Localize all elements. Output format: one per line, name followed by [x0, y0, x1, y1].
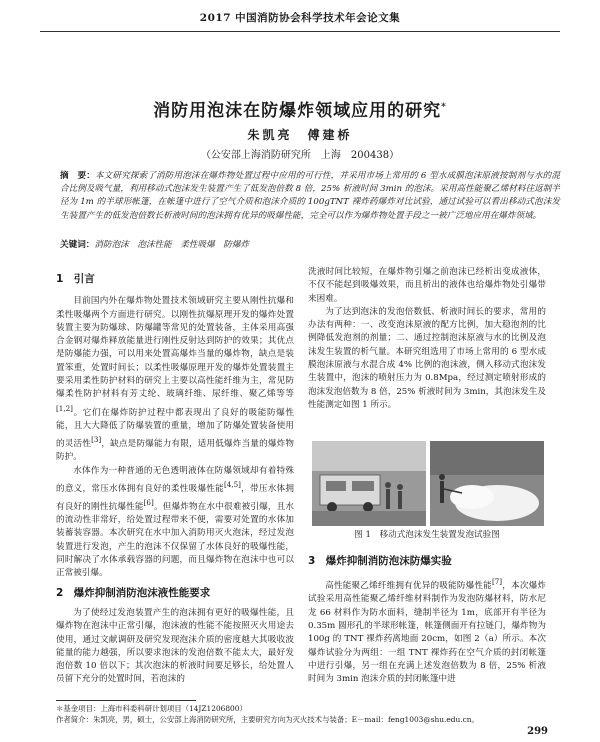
figure-1-image: [312, 441, 544, 526]
s3-p1-text: 高性能聚乙烯纤维拥有优异的吸能防爆性能: [325, 581, 492, 592]
section-1-paragraph-1: [56, 295, 294, 464]
abstract-label: 摘 要：: [60, 171, 95, 181]
figure-1-caption: 图 1 移动式泡沫发生装置发泡试验图: [354, 530, 500, 540]
page-number: 299: [527, 726, 548, 737]
section-2-heading: 2 爆炸抑制消防泡沫液性能要求: [56, 586, 211, 599]
section-1-paragraph-2: [56, 465, 294, 581]
s3-p1b-text: ，本次爆炸试验采用高性能聚乙烯纤维材料制作为发泡防爆材料，防水尼龙 66 材料作为防水面料，缝制半径为 1m，底部开有半径为 0.35m 圆形孔的半球形帐篷，帐篷侧面开有拉链门，爆炸物为 100g 的 TNT 裸炸药离地面 20cm，如图 2（a）所示。本次爆炸试验分为两组：一组 TNT 裸炸药在空气介质的封闭帐篷中进行引爆，另一组在充满上述发泡倍数为 8 倍，25% 析液时间为 3min 泡沫介质的封闭帐篷中进: [308, 581, 546, 685]
citation: [4,5]: [223, 479, 241, 489]
abstract: [60, 170, 560, 223]
citation: [6]: [143, 498, 154, 508]
s1-p1b-text: 。它们在爆炸防护过程中都表现出了良好的吸能防爆性能，且大大降低了防爆装置的重量，增加了防爆处置装备使用的灵活性: [56, 407, 294, 449]
title-footnote-mark: *: [441, 102, 447, 113]
section-2-paragraph-1: 为了使经过发泡装置产生的泡沫拥有更好的吸爆性能，且爆炸物在泡沫中正常引爆，泡沫液的性能不能按照灭火用途去使用，通过文献调研及研究发现泡沫介质的密度越大其吸收波能量的能力越强，所以要求泡沫的发泡倍数不能太大，最好发泡倍数 10 倍以下；其次泡沫的析液时间要足够长，给处置人员留下充分的处置时间，若泡沫的: [56, 607, 294, 685]
section-3-heading: 3 爆炸抑制消防泡沫防爆实验: [308, 555, 452, 567]
section-1-heading: 1 引言: [56, 273, 95, 285]
footnotes: [56, 703, 546, 725]
right-paragraph-1: 为了达到泡沫的发泡倍数低、析液时间长的要求，常用的办法有两种：一、改变泡沫原液的配方比例，加大稳泡剂的比例降低发泡剂的剂量；二、通过控制泡沫原液与水的比例及泡沫发生装置的析气量。本研究组选用了市场上常用的 6 型水成膜泡沫原液与水混合成 4% 比例的泡沫液，侧入移动式泡沫发生装置中，泡沫的喷射压力为 0.8Mpa，经过测定喷射形成的泡沫发泡倍数为 8 倍，25% 析液时间为 3min，其泡沫发生及性能测定如图 1 所示。: [308, 306, 546, 410]
keywords-label: 关键词：: [60, 240, 95, 250]
abstract-text: 本文研究探索了消防用泡沫在爆炸物处置过程中应用的可行性，并采用市场上常用的 6 型水成膜泡沫原液按制剂与水的混合比例及吸气量，利用移动式泡沫发生装置产生了低发泡倍数 8 倍，25% 析液时间 3min 的泡沫。采用高性能聚乙烯材料往返制半径为 1m 的半球形帐篷，在帐篷中进行了空气介质和泡沫介质的 100gTNT 裸炸药爆炸对比试验，通过试验可以看出移动式泡沫发生装置产生的低发泡倍数长析液时间的泡沫拥有优异的吸爆性能，完全可以作为爆炸物处置手段之一被广泛地应用在爆炸领域。: [60, 171, 560, 221]
footnote-funding: ＊基金项目：上海市科委科研计划项目（14JZ1206800）: [56, 704, 247, 713]
citation: [3]: [91, 435, 102, 445]
running-header: 2017 中国消防协会科学技术年会论文集: [199, 12, 401, 24]
footnote-rule: [56, 700, 196, 701]
header-rule: [40, 31, 560, 32]
s1-p2c-text: 。但爆炸物在水中很难被引爆，且水的流动性非常好，给处置过程带来不便，需要对处置的水体加装蓄装容器。本次研究在水中加入消防用灭火泡沫，经过发泡装置进行发泡，产生的泡沫不仅保留了水体良好的吸爆性能，同时解决了水体承载容器的问题，而且爆炸物在泡沫中也可以正常被引爆。: [56, 501, 294, 579]
keywords-text: 消防泡沫 泡沫性能 柔性吸爆 防爆炸: [94, 240, 250, 250]
right-column-bottom: [308, 549, 546, 687]
s1-p2b-text: ，带压水体拥有良好的刚性抗爆性能: [56, 483, 294, 512]
s1-p1-text: 目前国内外在爆炸物处置技术领域研究主要从刚性抗爆和柔性吸爆两个方面进行研究。以刚性抗爆原理开发的爆炸处置装置主要为防爆球、防爆罐等常见的处置装备，主体采用高强合金钢对爆炸释放能量进行刚性反射达到防护的效果；其优点是防爆能力强，可以用来处置高爆炸当量的爆炸物，缺点是装置笨重，处置时间长；以柔性吸爆原理开发的爆炸处置装置主要采用柔性防护材料的研究上主要以高性能纤维为主，常见防爆柔性防护材料有芳丈纶、玻璃纤维、尿纤维、聚乙烯等等: [56, 296, 294, 400]
footnote-author: 作者简介：朱凯亮，男，硕士，公安部上海消防研究所，主要研究方向为灭火技术与装备；E－mail：feng1003@shu.edu.cn。: [56, 715, 479, 724]
right-paragraph-continued: 洗液时间比较短，在爆炸物引爆之前泡沫已经析出变成液体，不仅不能起到吸爆效果，而且析出的液体也给爆炸物处引爆带来困难。: [308, 267, 546, 304]
s1-p1c-text: ，缺点是防爆能力有限，适用低爆炸当量的爆炸物防护。: [56, 438, 294, 463]
paper-title: [40, 96, 560, 121]
authors: 朱凯亮 傅建桥: [247, 128, 353, 142]
section-3-paragraph-1: [308, 575, 546, 686]
figure-1-photos: [312, 441, 544, 526]
left-column: [56, 267, 294, 687]
title-text: 消防用泡沫在防爆炸领域应用的研究: [153, 101, 442, 121]
s1-p2-text: 水体作为一种普通的无色透明液体在防爆领域却有着特殊的意义，常压水体拥有良好的柔性吸爆性能: [56, 465, 294, 494]
keywords: [60, 238, 560, 250]
citation: [7]: [491, 577, 503, 587]
affiliation: （公安部上海消防研究所 上海 200438）: [200, 150, 400, 161]
citation: [1,2]: [56, 403, 73, 413]
right-column-top: [308, 266, 546, 412]
